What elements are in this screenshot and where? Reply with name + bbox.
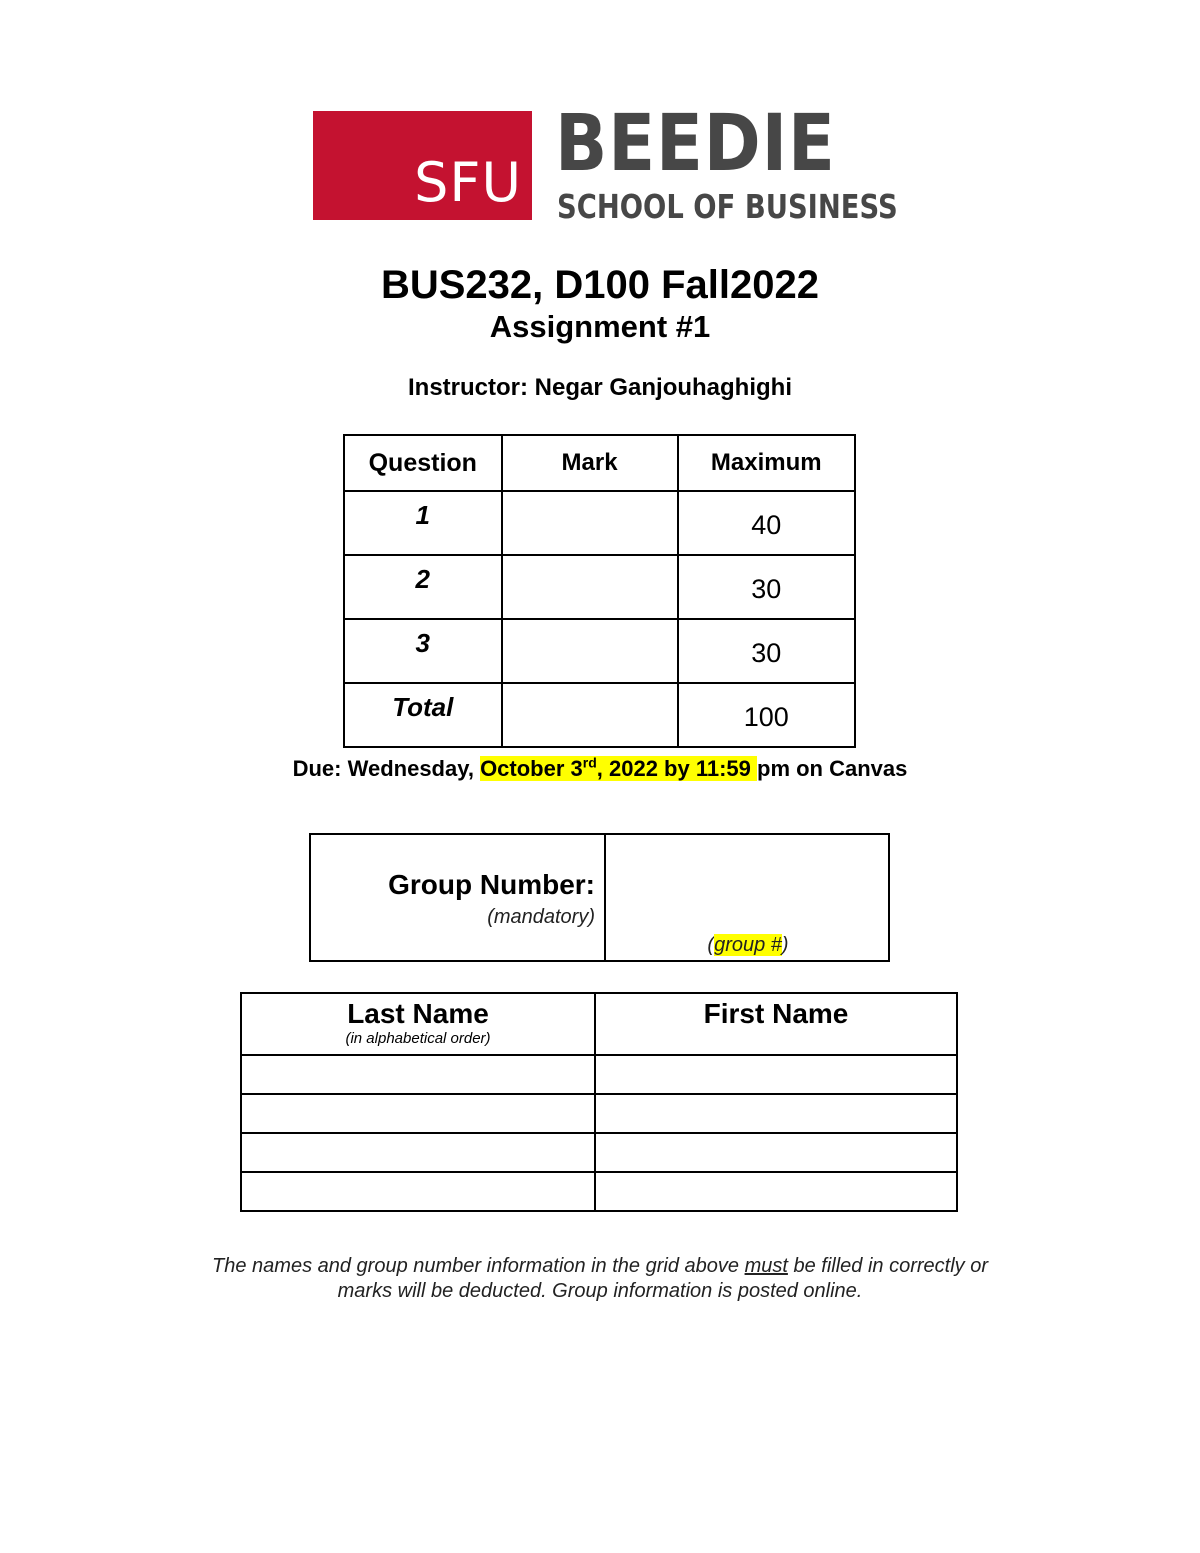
mark-cell[interactable] (502, 619, 678, 683)
note-part-1: The names and group number information in the grid above (212, 1255, 745, 1277)
due-date-line (0, 754, 1200, 784)
total-mark-cell[interactable] (502, 683, 678, 747)
maximum-cell: 40 (678, 491, 855, 555)
last-name-label: Last Name (347, 998, 489, 1029)
total-maximum-cell: 100 (678, 683, 855, 747)
names-table (240, 992, 958, 1212)
names-header-row (241, 993, 957, 1055)
logo-sfu-text: SFU (414, 151, 522, 214)
due-date-highlight (480, 756, 757, 781)
first-name-cell[interactable] (595, 1055, 957, 1094)
due-prefix: Due: Wednesday, (292, 756, 481, 781)
column-header-maximum: Maximum (678, 435, 855, 491)
column-header-first-name: First Name (595, 993, 957, 1055)
note-part-2: be filled in correctly or (787, 1255, 988, 1277)
table-row (344, 555, 855, 619)
first-name-cell[interactable] (595, 1094, 957, 1133)
table-row (241, 1094, 957, 1133)
marks-header-row (344, 435, 855, 491)
last-name-note: (in alphabetical order) (345, 1030, 491, 1047)
first-name-cell[interactable] (595, 1133, 957, 1172)
mark-cell[interactable] (502, 555, 678, 619)
question-cell: 3 (344, 619, 502, 683)
group-number-field[interactable] (606, 932, 890, 958)
question-cell: 1 (344, 491, 502, 555)
last-name-cell[interactable] (241, 1094, 595, 1133)
total-row (344, 683, 855, 747)
due-submission: pm on Canvas (757, 756, 908, 781)
column-header-question: Question (344, 435, 502, 491)
table-row (241, 1172, 957, 1211)
table-row (241, 1055, 957, 1094)
group-hint-open: ( (707, 934, 715, 956)
maximum-cell: 30 (678, 619, 855, 683)
footer-note-line-1 (0, 1254, 1200, 1279)
logo-tagline: SCHOOL OF BUSINESS (557, 187, 898, 226)
table-row (241, 1133, 957, 1172)
maximum-cell: 30 (678, 555, 855, 619)
logo-beedie-text: BEEDIE (555, 99, 836, 189)
table-row (344, 491, 855, 555)
last-name-cell[interactable] (241, 1055, 595, 1094)
column-header-last-name (241, 993, 595, 1055)
group-hint-text: group # (714, 934, 782, 956)
footer-note-line-2: marks will be deducted. Group information is posted online. (337, 1280, 863, 1302)
group-number-label: Group Number: (388, 869, 595, 900)
marks-table (343, 434, 856, 748)
table-row (344, 619, 855, 683)
footer-note (0, 1254, 1200, 1304)
note-emphasis: must (744, 1255, 788, 1277)
group-mandatory-note: (mandatory) (487, 906, 595, 928)
group-hint-close: ) (781, 934, 789, 956)
assignment-title: Assignment #1 (489, 309, 711, 344)
page-title: BUS232, D100 Fall2022 (380, 263, 820, 307)
question-cell: 2 (344, 555, 502, 619)
last-name-cell[interactable] (241, 1172, 595, 1211)
column-header-mark: Mark (502, 435, 678, 491)
mark-cell[interactable] (502, 491, 678, 555)
first-name-cell[interactable] (595, 1172, 957, 1211)
last-name-cell[interactable] (241, 1133, 595, 1172)
instructor-line: Instructor: Negar Ganjouhaghighi (407, 374, 792, 401)
due-date-suffix: rd (582, 754, 597, 771)
due-date-rest: , 2022 by 11:59 (596, 756, 757, 781)
due-date-main: October 3 (480, 756, 583, 781)
total-label-cell: Total (344, 683, 502, 747)
